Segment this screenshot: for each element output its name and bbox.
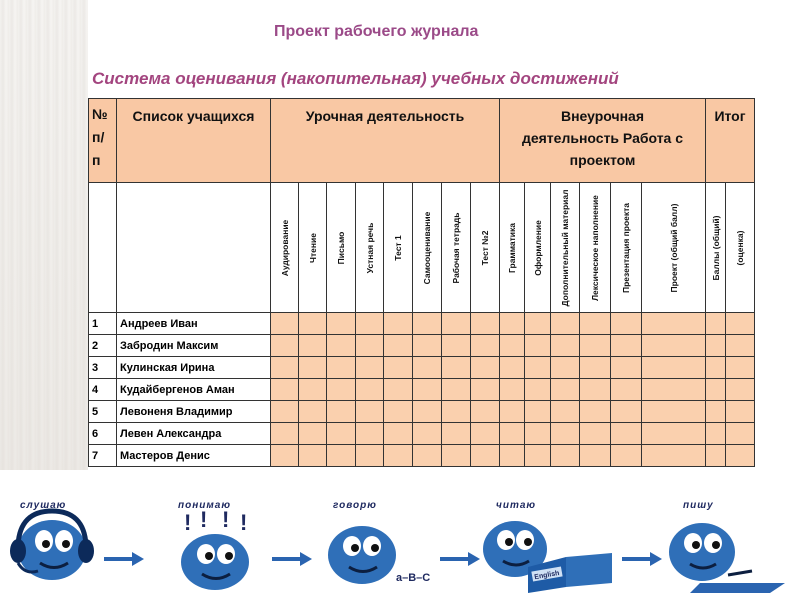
grade-cell[interactable] xyxy=(726,401,755,423)
grade-cell[interactable] xyxy=(299,445,327,467)
column-header-lesson-2 xyxy=(299,183,327,313)
grade-cell[interactable] xyxy=(384,313,413,335)
writing-face-icon xyxy=(669,523,785,593)
column-header-extra-4 xyxy=(580,183,611,313)
column-header-label: Баллы (общий) xyxy=(710,215,721,280)
student-name: Мастеров Денис xyxy=(117,445,271,467)
grade-cell[interactable] xyxy=(299,423,327,445)
grade-cell[interactable] xyxy=(611,335,642,357)
stage-label-understand: понимаю xyxy=(178,500,231,511)
grade-cell[interactable] xyxy=(500,401,525,423)
column-header-label: Самооценивание xyxy=(422,211,432,284)
row-number: 5 xyxy=(89,401,117,423)
column-header-extra-2 xyxy=(525,183,551,313)
student-name: Левоненя Владимир xyxy=(117,401,271,423)
grade-cell[interactable] xyxy=(642,379,706,401)
grade-cell[interactable] xyxy=(551,379,580,401)
grade-cell[interactable] xyxy=(413,313,442,335)
grade-cell[interactable] xyxy=(384,423,413,445)
grade-cell[interactable] xyxy=(580,401,611,423)
grade-cell[interactable] xyxy=(271,445,299,467)
table-row xyxy=(89,445,755,467)
column-header-label: Проект (общий балл) xyxy=(668,203,679,292)
svg-text:!: ! xyxy=(222,507,230,532)
grade-cell[interactable] xyxy=(580,313,611,335)
grade-cell[interactable] xyxy=(442,313,471,335)
row-number: 1 xyxy=(89,313,117,335)
column-header-label: Презентация проекта xyxy=(621,202,631,293)
grade-cell[interactable] xyxy=(299,379,327,401)
grade-cell[interactable] xyxy=(271,401,299,423)
column-header-total-2 xyxy=(726,183,755,313)
svg-text:!: ! xyxy=(200,507,208,532)
table-row xyxy=(89,357,755,379)
subheader-empty-names xyxy=(117,183,271,313)
svg-text:!: ! xyxy=(240,510,248,535)
row-number: 6 xyxy=(89,423,117,445)
grade-cell[interactable] xyxy=(356,401,384,423)
column-header-lesson-1 xyxy=(271,183,299,313)
grade-cell[interactable] xyxy=(642,445,706,467)
grade-cell[interactable] xyxy=(471,357,500,379)
row-number: 4 xyxy=(89,379,117,401)
column-header-label: Тест 1 xyxy=(393,234,403,261)
grade-cell[interactable] xyxy=(413,357,442,379)
grade-cell[interactable] xyxy=(525,445,551,467)
stages-illustration xyxy=(0,475,800,600)
grade-cell[interactable] xyxy=(500,313,525,335)
column-header-label: Оформление xyxy=(532,219,543,276)
grade-cell[interactable] xyxy=(327,379,356,401)
grade-cell[interactable] xyxy=(500,357,525,379)
grade-cell[interactable] xyxy=(471,313,500,335)
table-row xyxy=(89,335,755,357)
column-header-total-1 xyxy=(706,183,726,313)
column-header-lesson-5 xyxy=(384,183,413,313)
grade-cell[interactable] xyxy=(442,379,471,401)
column-header-lesson-8 xyxy=(471,183,500,313)
stage-label-listen: слушаю xyxy=(20,500,67,511)
grade-cell[interactable] xyxy=(500,335,525,357)
grade-cell[interactable] xyxy=(500,445,525,467)
grade-cell[interactable] xyxy=(299,335,327,357)
grade-cell[interactable] xyxy=(356,357,384,379)
grade-cell[interactable] xyxy=(299,357,327,379)
headphones-face-icon xyxy=(10,511,94,580)
header-students-text: Список учащихся xyxy=(132,108,255,124)
grade-cell[interactable] xyxy=(525,401,551,423)
table-row xyxy=(89,423,755,445)
row-number: 3 xyxy=(89,357,117,379)
grade-cell[interactable] xyxy=(327,313,356,335)
grade-cell[interactable] xyxy=(471,379,500,401)
grade-cell[interactable] xyxy=(726,357,755,379)
grade-cell[interactable] xyxy=(271,357,299,379)
column-header-extra-1 xyxy=(500,183,525,313)
table-row xyxy=(89,401,755,423)
grade-cell[interactable] xyxy=(525,335,551,357)
grade-cell[interactable] xyxy=(525,423,551,445)
column-header-label: Аудирование xyxy=(279,219,290,276)
grade-cell[interactable] xyxy=(299,401,327,423)
grade-cell[interactable] xyxy=(706,423,726,445)
grade-cell[interactable] xyxy=(525,313,551,335)
column-header-label: Тест №2 xyxy=(480,230,490,265)
grade-cell[interactable] xyxy=(271,423,299,445)
grade-cell[interactable] xyxy=(299,313,327,335)
grade-cell[interactable] xyxy=(471,423,500,445)
grade-cell[interactable] xyxy=(706,313,726,335)
grade-cell[interactable] xyxy=(327,401,356,423)
grade-cell[interactable] xyxy=(413,379,442,401)
grade-cell[interactable] xyxy=(580,423,611,445)
grade-cell[interactable] xyxy=(551,357,580,379)
learning-stages-strip xyxy=(0,475,800,600)
grade-cell[interactable] xyxy=(471,335,500,357)
grade-cell[interactable] xyxy=(706,379,726,401)
grade-cell[interactable] xyxy=(442,401,471,423)
subheader-empty-num xyxy=(89,183,117,313)
grade-cell[interactable] xyxy=(642,313,706,335)
grade-cell[interactable] xyxy=(706,357,726,379)
grade-cell[interactable] xyxy=(413,423,442,445)
column-header-label: Чтение xyxy=(307,232,318,263)
student-name: Левен Александра xyxy=(117,423,271,445)
reading-face-icon xyxy=(483,521,612,593)
header-extra-text: Внеурочная деятельность Работа с проектом xyxy=(521,108,684,168)
grade-cell[interactable] xyxy=(642,423,706,445)
header-total-text: Итог xyxy=(714,108,746,124)
header-extracurricular xyxy=(500,99,706,183)
column-header-extra-6 xyxy=(642,183,706,313)
header-lesson-activity xyxy=(271,99,500,183)
grade-cell[interactable] xyxy=(726,445,755,467)
grade-cell[interactable] xyxy=(442,423,471,445)
grade-cell[interactable] xyxy=(442,357,471,379)
student-name: Забродин Максим xyxy=(117,335,271,357)
student-name: Кулинская Ирина xyxy=(117,357,271,379)
journal-table xyxy=(88,98,755,467)
grade-cell[interactable] xyxy=(580,445,611,467)
grade-cell[interactable] xyxy=(327,445,356,467)
grade-cell[interactable] xyxy=(551,401,580,423)
page-subtitle: Система оценивания (накопительная) учебных достижений xyxy=(92,69,619,88)
grade-cell[interactable] xyxy=(327,335,356,357)
page-title: Проект рабочего журнала xyxy=(274,23,479,40)
grade-cell[interactable] xyxy=(356,423,384,445)
grade-cell[interactable] xyxy=(706,445,726,467)
grade-cell[interactable] xyxy=(356,313,384,335)
grade-cell[interactable] xyxy=(580,335,611,357)
grade-cell[interactable] xyxy=(471,445,500,467)
grade-cell[interactable] xyxy=(384,379,413,401)
grade-cell[interactable] xyxy=(384,335,413,357)
grade-cell[interactable] xyxy=(413,445,442,467)
column-header-label: Лексическое наполнение xyxy=(590,194,600,301)
grade-cell[interactable] xyxy=(611,313,642,335)
grade-cell[interactable] xyxy=(611,357,642,379)
grade-cell[interactable] xyxy=(580,379,611,401)
column-subheader-row xyxy=(89,183,755,313)
grade-cell[interactable] xyxy=(642,401,706,423)
stage-label-read: читаю xyxy=(496,500,537,511)
grade-cell[interactable] xyxy=(706,335,726,357)
stage-label-write: пишу xyxy=(683,500,714,511)
grade-cell[interactable] xyxy=(642,357,706,379)
column-header-label: Рабочая тетрадь xyxy=(451,212,461,283)
exclaim-face-icon xyxy=(181,507,249,590)
student-name: Андреев Иван xyxy=(117,313,271,335)
stage-label-speak: говорю xyxy=(333,500,377,511)
grade-cell[interactable] xyxy=(726,423,755,445)
grade-cell[interactable] xyxy=(642,335,706,357)
grade-cell[interactable] xyxy=(384,357,413,379)
grade-cell[interactable] xyxy=(271,379,299,401)
column-header-label: Грамматика xyxy=(507,222,517,273)
grade-cell[interactable] xyxy=(551,445,580,467)
grade-cell[interactable] xyxy=(551,313,580,335)
column-header-lesson-3 xyxy=(327,183,356,313)
header-number xyxy=(89,99,117,183)
svg-text:!: ! xyxy=(184,510,192,535)
table-row xyxy=(89,379,755,401)
student-name: Кудайбергенов Аман xyxy=(117,379,271,401)
column-header-label: Письмо xyxy=(336,231,346,264)
grade-cell[interactable] xyxy=(726,335,755,357)
header-lesson-text: Урочная деятельность xyxy=(305,108,465,124)
header-number-text: № п/ п xyxy=(92,106,108,168)
column-header-lesson-4 xyxy=(356,183,384,313)
table-row xyxy=(89,313,755,335)
grade-cell[interactable] xyxy=(611,423,642,445)
column-header-extra-3 xyxy=(551,183,580,313)
column-header-extra-5 xyxy=(611,183,642,313)
grade-cell[interactable] xyxy=(384,401,413,423)
header-total xyxy=(706,99,755,183)
grade-cell[interactable] xyxy=(442,445,471,467)
grade-cell[interactable] xyxy=(726,313,755,335)
grade-cell[interactable] xyxy=(580,357,611,379)
row-number: 2 xyxy=(89,335,117,357)
grade-cell[interactable] xyxy=(551,335,580,357)
grade-cell[interactable] xyxy=(525,379,551,401)
grade-cell[interactable] xyxy=(611,379,642,401)
grade-cell[interactable] xyxy=(442,335,471,357)
speaking-face-icon xyxy=(328,526,430,584)
column-header-lesson-7 xyxy=(442,183,471,313)
grade-cell[interactable] xyxy=(611,401,642,423)
grade-cell[interactable] xyxy=(327,357,356,379)
grade-cell[interactable] xyxy=(500,379,525,401)
grade-cell[interactable] xyxy=(525,357,551,379)
grade-cell[interactable] xyxy=(413,335,442,357)
left-decorative-strip xyxy=(0,0,88,470)
column-header-lesson-6 xyxy=(413,183,442,313)
grade-cell[interactable] xyxy=(551,423,580,445)
grade-cell[interactable] xyxy=(356,379,384,401)
grade-cell[interactable] xyxy=(611,445,642,467)
header-students xyxy=(117,99,271,183)
grade-cell[interactable] xyxy=(726,379,755,401)
book-text: English xyxy=(533,569,560,582)
grade-cell[interactable] xyxy=(471,401,500,423)
grade-cell[interactable] xyxy=(356,445,384,467)
grade-cell[interactable] xyxy=(271,335,299,357)
grade-cell[interactable] xyxy=(500,423,525,445)
abc-text: a–B–C xyxy=(396,572,431,584)
column-header-label: Дополнительный материал xyxy=(560,188,570,307)
grade-cell[interactable] xyxy=(327,423,356,445)
grade-cell[interactable] xyxy=(271,313,299,335)
grade-cell[interactable] xyxy=(706,401,726,423)
column-header-label: Устная речь xyxy=(364,222,375,273)
grade-cell[interactable] xyxy=(384,445,413,467)
row-number: 7 xyxy=(89,445,117,467)
column-header-label: (оценка) xyxy=(735,230,745,265)
grade-cell[interactable] xyxy=(356,335,384,357)
grade-cell[interactable] xyxy=(413,401,442,423)
